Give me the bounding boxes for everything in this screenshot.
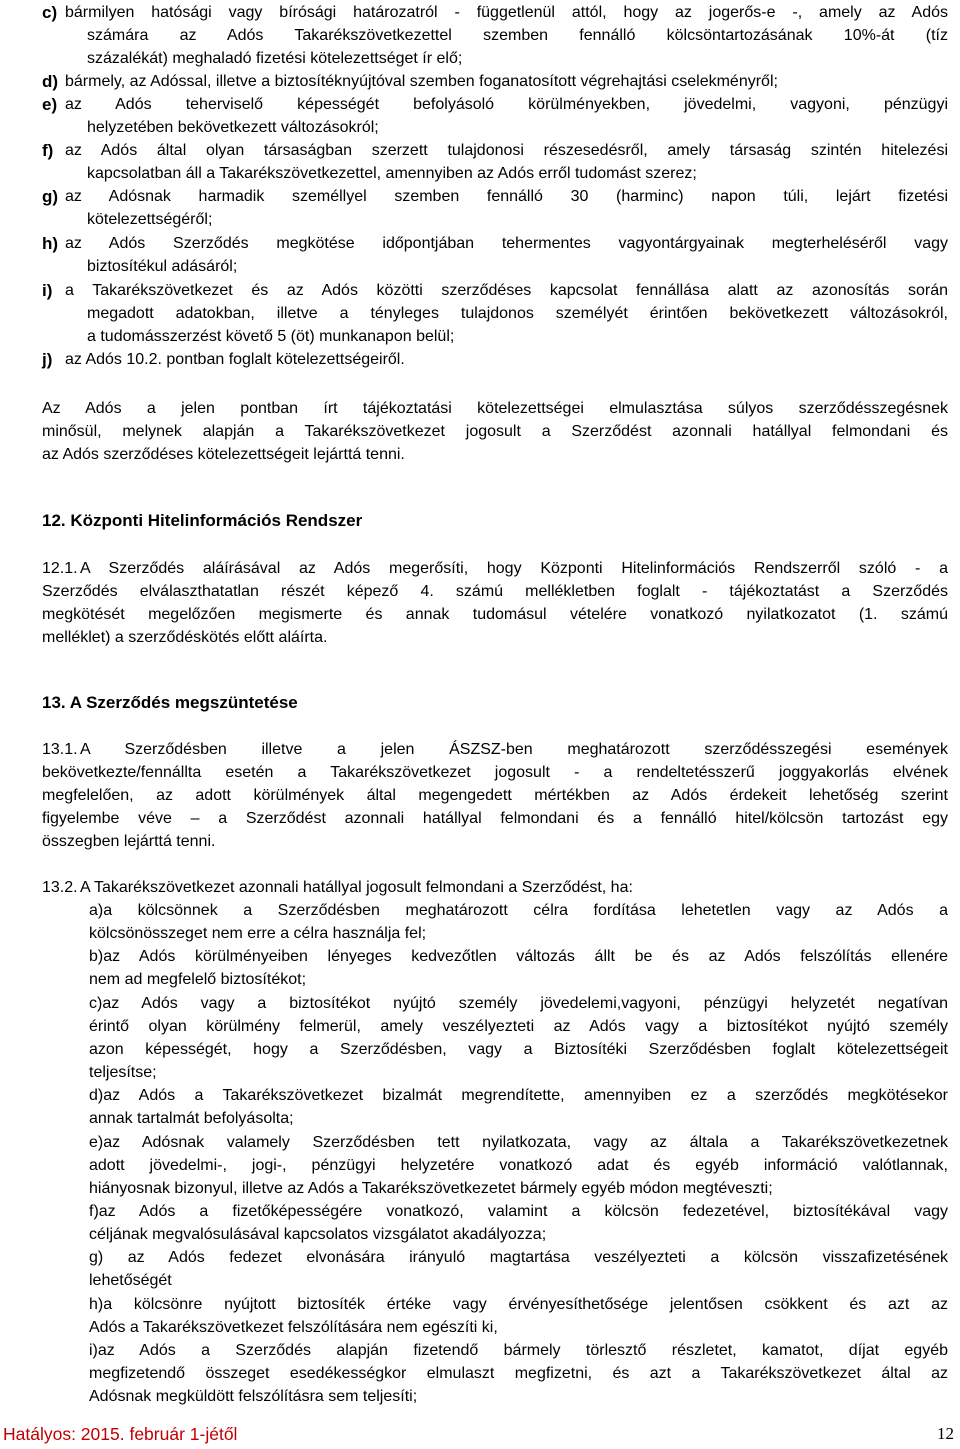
termination-condition-line: a)a kölcsönnek a Szerződésben meghatározott célra fordítása lehetetlen vagy az Adós a [89,902,948,919]
list-item-line: az Adós teherviselő képességét befolyásoló körülményekben, jövedelmi, vagyoni, pénzügyi [65,96,948,113]
section-13-1-line: megfelelően, az adott körülmények által megengedett mértékben az Adós érdekeit lehetőség szerint [42,787,948,804]
list-item-line: bármilyen hatósági vagy bírósági határozatról - függetlenül attól, hogy az jogerős-e -, amely az Adós [65,4,948,21]
list-item-label: d) [42,72,59,91]
termination-condition-line: érintő olyan körülmény felmerül, amely veszélyezteti az Adós vagy a biztosítékot nyújtó személy [89,1017,948,1035]
termination-condition-line: Adós a Takarékszövetkezet felszólítására nem egészíti ki, [89,1318,498,1336]
termination-condition-line: d)az Adós a Takarékszövetkezet bizalmát megrendítette, amennyiben ez a szerződés megkötésekor [89,1087,948,1105]
termination-condition-line: teljesítse; [89,1064,157,1082]
list-item-line: százalékát) meghaladó fizetési kötelezettséget ír elő; [87,50,463,68]
section-12-line: melléklet) a szerződéskötés előtt aláírta. [42,629,328,646]
list-item-line: bármely, az Adóssal, illetve a biztosítéknyújtóval szemben foganatosított végrehajtási cselekményről; [65,73,778,90]
section-12-1-number: 12.1. [42,560,78,577]
section-13-2-intro: A Takarékszövetkezet azonnali hatállyal jogosult felmondani a Szerződést, ha: [80,879,633,896]
section-12-line: megkötését megelőzően megismerte és annak tudomásul vételére vonatkozó nyilatkozatot (1. számú [42,606,948,623]
list-item-line: biztosítékul adásáról; [87,258,238,276]
termination-condition-line: i)az Adós a Szerződés alapján fizetendő bármely törlesztő részletet, kamatot, díjat egyéb [89,1341,948,1359]
termination-condition-line: c)az Adós vagy a biztosítékot nyújtó személy jövedelemi,vagyoni, pénzügyi helyzetét negatívan [89,994,948,1012]
list-item-line: a Takarékszövetkezet és az Adós közötti szerződéses kapcsolat fennállása alatt az azonosítás során [65,282,948,299]
list-item-line: az Adósnak harmadik személlyel szemben fennálló 30 (harminc) napon túli, lejárt fizetési [65,188,948,205]
termination-condition-line: nem ad megfelelő biztosítékot; [89,971,307,989]
list-item-label: h) [42,234,59,253]
list-item-label: f) [42,141,54,160]
footer-page-number: 12 [937,1424,954,1443]
list-item-label: e) [42,95,58,114]
section-12-line: Szerződés elválaszthatatlan részét képező 4. számú mellékletben foglalt - tájékoztatást a Szerződés [42,583,948,600]
list-item-line: megadott adatokban, illetve a tényleges tulajdonos személyét érintően bekövetkezett változásokról, [87,305,948,323]
termination-condition-line: e)az Adósnak valamely Szerződésben tett nyilatkozata, vagy az általa a Takarékszövetkezetnek [89,1133,948,1151]
list-item-label: j) [42,350,53,369]
footer-effective-date: Hatályos: 2015. február 1-jétől [3,1424,238,1444]
termination-condition-line: h)a kölcsönre nyújtott biztosíték értéke vagy érvényesíthetősége jelentősen csökkent és azt az [89,1295,948,1313]
termination-condition-line: f)az Adós a fizetőképességére vonatkozó, valamint a kölcsön fedezetével, biztosítékával vagy [89,1202,948,1220]
list-item-line: a tudomásszerzést követő 5 (öt) munkanapon belül; [87,328,455,346]
section-13-1-line: A Szerződésben illetve a jelen ÁSZSZ-ben meghatározott szerződésszegési események [80,741,948,758]
section-13-heading: 13. A Szerződés megszüntetése [42,693,298,712]
termination-condition-line: azon képességét, hogy a Szerződésben, vagy a Biztosítéki Szerződésben foglalt kötelezettségeit [89,1040,948,1058]
list-item-line: az Adós 10.2. pontban foglalt kötelezettségeiről. [65,351,405,368]
list-item-line: helyzetében bekövetkezett változásokról; [87,119,379,137]
section-12-heading: 12. Központi Hitelinformációs Rendszer [42,511,363,530]
termination-condition-line: g) az Adós fedezet elvonására irányuló magtartása veszélyezteti a kölcsön visszafizetésének [89,1249,948,1267]
termination-condition-line: Adósnak megküldött felszólításra sem teljesíti; [89,1388,418,1406]
termination-condition-line: annak tartalmát befolyásolta; [89,1110,294,1128]
termination-condition-line: b)az Adós körülményeiben lényeges kedvezőtlen változás állt be és az Adós felszólítás ellenére [89,948,948,966]
section-12-line: A Szerződés aláírásával az Adós megerősíti, hogy Központi Hitelinformációs Rendszerről szóló - a [80,560,948,577]
section-13-1-line: figyelembe véve – a Szerződést azonnali hatállyal felmondani és a fennálló hitel/kölcsön tartozást egy [42,810,948,827]
breach-line: Az Adós a jelen pontban írt tájékoztatási kötelezettségei elmulasztása súlyos szerződésszegésnek [42,400,948,417]
termination-condition-line: hiányosnak bizonyul, illetve az Adós a Takarékszövetkezetet bármely egyéb módon megtéveszti; [89,1179,773,1197]
list-item-line: számára az Adós Takarékszövetkezettel szemben fennálló kölcsöntartozásának 10%-át (tíz [87,27,948,45]
termination-condition-line: adott jövedelmi-, jogi-, pénzügyi helyzetére vonatkozó adat és egyéb információ valótlannak, [89,1156,948,1174]
list-item-line: az Adós által olyan társaságban szerzett tulajdonosi részesedésről, amely társaság szintén hitelezési [65,142,948,159]
list-item-line: kapcsolatban áll a Takarékszövetkezettel, amennyiben az Adós erről tudomást szerez; [87,165,697,183]
list-item-line: kötelezettségéről; [87,211,213,229]
section-13-1-line: bekövetkezte/fennállta esetén a Takarékszövetkezet jogosult - a rendeltetésszerű joggyakorlás elvének [42,764,948,781]
list-item-label: c) [42,3,58,22]
list-item-label: g) [42,187,59,206]
list-item-line: az Adós Szerződés megkötése időpontjában tehermentes vagyontárgyainak megterheléséről vagy [65,235,948,252]
section-13-2-number: 13.2. [42,879,78,896]
breach-line: minősül, melynek alapján a Takarékszövetkezet jogosult a Szerződést azonnali hatállyal felmondani és [42,423,948,440]
termination-condition-line: lehetőségét [89,1272,172,1290]
list-item-label: i) [42,281,53,300]
section-13-1-line: összegben lejárttá tenni. [42,833,216,850]
section-13-1-number: 13.1. [42,741,78,758]
termination-condition-line: kölcsönösszeget nem erre a célra használja fel; [89,925,427,943]
termination-condition-line: megfizetendő összeget esedékességkor elmulaszt megfizetni, és azt a Takarékszövetkezet által az [89,1365,948,1382]
termination-condition-line: céljának megvalósulásával kapcsolatos vizsgálatot akadályozza; [89,1226,547,1244]
breach-line: az Adós szerződéses kötelezettségeit lejárttá tenni. [42,446,405,463]
